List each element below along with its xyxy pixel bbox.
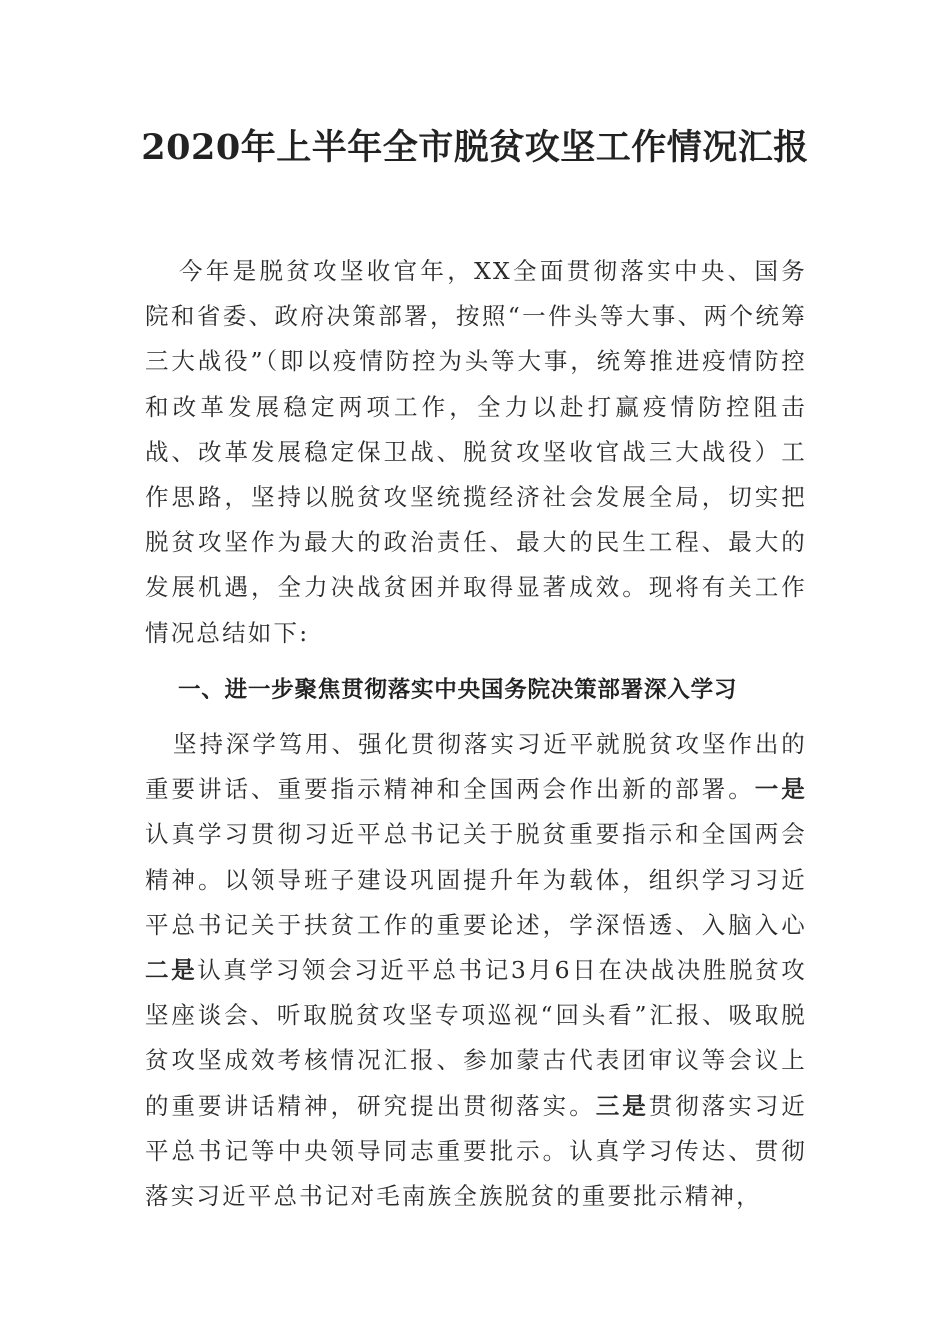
item-3-label: 三是	[595, 1091, 649, 1120]
section-1-lead: 坚持深学笃用、强化贯彻落实习近平就脱贫攻坚作出的重要讲话、重要指示精神和全国两会作出新的部署。	[145, 730, 807, 804]
item-3-text: 贯彻落实习近平总书记等中央领导同志重要批示。认真学习传达、贯彻落实习近平总书记对毛南族全族脱贫的重要批示精神，	[145, 1091, 807, 1211]
item-1-text: 认真学习贯彻习近平总书记关于脱贫重要指示和全国两会精神。以领导班子建设巩固提升年为载体，组织学习习近平总书记关于扶贫工作的重要论述，学深悟透、入脑入心	[145, 820, 807, 939]
document-title: 2020年上半年全市脱贫攻坚工作情况汇报	[141, 127, 809, 168]
item-2-text: 认真学习领会习近平总书记3月6日在决战决胜脱贫攻坚座谈会、听取脱贫攻坚专项巡视“回头看”汇报、吸取脱贫攻坚成效考核情况汇报、参加蒙古代表团审议等会议上的重要讲话精神，研究提出贯彻落实。	[145, 956, 808, 1120]
item-2-label: 二是	[145, 956, 198, 985]
section-1-paragraph	[145, 722, 807, 1219]
section-1-heading: 一、进一步聚焦贯彻落实中央国务院决策部署深入学习	[178, 677, 738, 703]
intro-paragraph: 今年是脱贫攻坚收官年，XX全面贯彻落实中央、国务院和省委、政府决策部署，按照“一件头等大事、两个统筹三大战役”（即以疫情防控为头等大事，统筹推进疫情防控和改革发展稳定两项工作，全力以赴打赢疫情防控阻击战、改革发展稳定保卫战、脱贫攻坚收官战三大战役）工作思路，坚持以脱贫攻坚统揽经济社会发展全局，切实把脱贫攻坚作为最大的政治责任、最大的民生工程、最大的发展机遇，全力决战贫困并取得显著成效。现将有关工作情况总结如下:	[145, 257, 807, 647]
item-1-label: 一是	[754, 775, 807, 804]
